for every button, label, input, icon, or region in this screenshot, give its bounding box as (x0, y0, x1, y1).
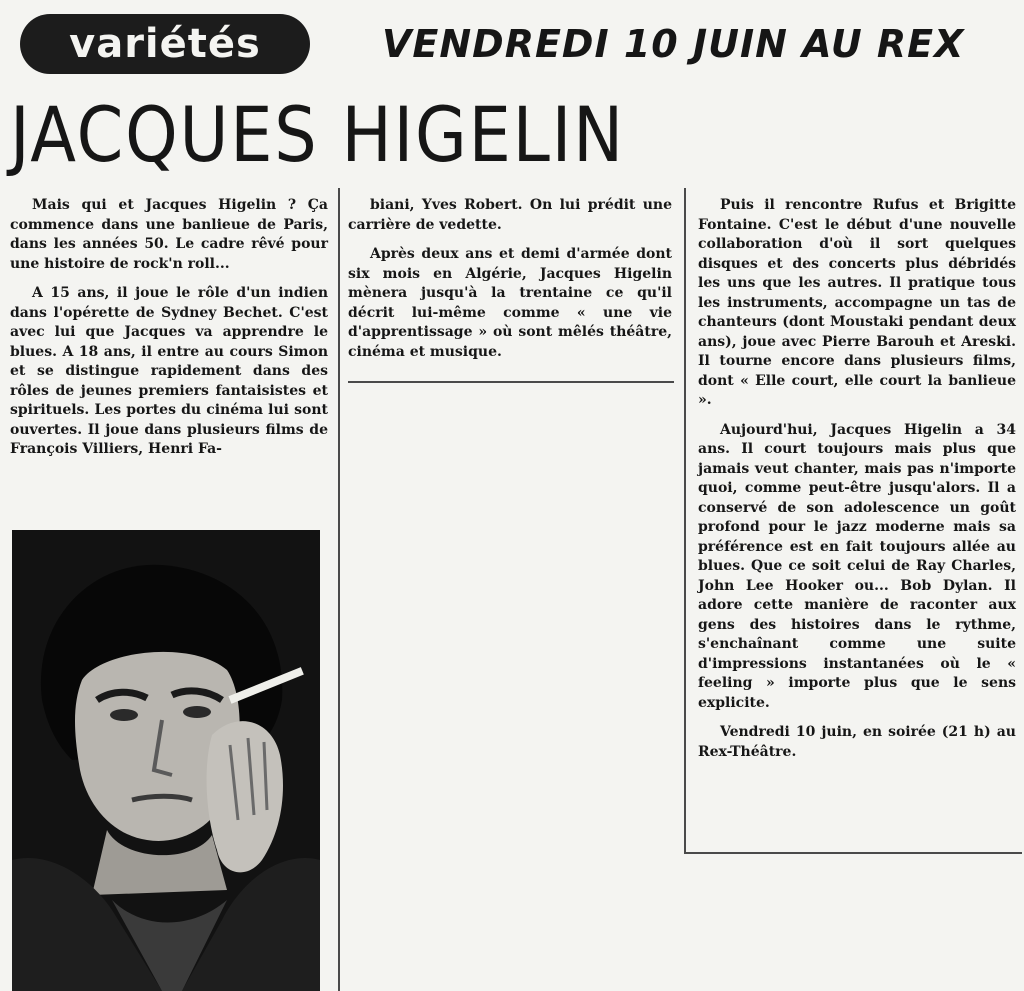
column-divider-1 (338, 188, 340, 991)
article-column-2 (348, 196, 672, 362)
article-paragraph: A 15 ans, il joue le rôle d'un indien dans l'opérette de Sydney Bechet. C'est avec lui que Jacques va apprendre le blues. A 18 ans, il entre au cours Simon et se distingue rapidement dans des rôles de jeunes premiers fantaisistes et spirituels. Les portes du cinéma lui sont ouvertes. Il joue dans plusieurs films de François Villiers, Henri Fa- (10, 285, 328, 457)
date-heading: VENDREDI 10 JUIN AU REX (382, 22, 965, 66)
column-3-end-rule (684, 852, 1022, 854)
article-column-3 (698, 196, 1016, 762)
column-divider-2 (684, 188, 686, 854)
column-2-end-rule (348, 381, 674, 383)
portrait-photo (12, 530, 320, 991)
article-paragraph: Vendredi 10 juin, en soirée (21 h) au Rex-Théâtre. (698, 724, 1016, 760)
portrait-illustration (12, 530, 320, 991)
article-column-1 (10, 196, 328, 460)
article-paragraph: biani, Yves Robert. On lui prédit une carrière de vedette. (348, 197, 672, 233)
article-paragraph: Puis il rencontre Rufus et Brigitte Fontaine. C'est le début d'une nouvelle collaboration d'où il sort quelques disques et des concerts plus débridés les uns que les autres. Il pratique tous les instruments, accompagne un tas de chanteurs (dont Moustaki pendant deux ans), joue avec Pierre Barouh et Areski. Il tourne encore dans plusieurs films, dont « Elle court, elle court la banlieue ». (698, 197, 1016, 408)
article-paragraph: Mais qui et Jacques Higelin ? Ça commence dans une banlieue de Paris, dans les années 50. Le cadre rêvé pour une histoire de rock'n roll... (10, 197, 328, 272)
section-label-badge (20, 14, 310, 74)
page-title: JACQUES HIGELIN (10, 90, 625, 179)
article-paragraph: Aujourd'hui, Jacques Higelin a 34 ans. Il court toujours mais plus que jamais veut chanter, mais pas n'importe quoi, comme peut-être jusqu'alors. Il a conservé de son adolescence un goût profond pour le jazz moderne mais sa préférence est en fait toujours allée au blues. Que ce soit celui de Ray Charles, John Lee Hooker ou... Bob Dylan. Il adore cette manière de raconter aux gens des histoires dans le rythme, s'enchaînant comme une suite d'impressions instantanées où le « feeling » importe plus que le sens explicite. (698, 421, 1016, 711)
article-paragraph: Après deux ans et demi d'armée dont six mois en Algérie, Jacques Higelin mènera jusqu'à la trentaine ce qu'il décrit lui-même comme « une vie d'apprentissage » où sont mêlés théâtre, cinéma et musique. (348, 246, 672, 360)
section-label: variétés (69, 21, 261, 67)
